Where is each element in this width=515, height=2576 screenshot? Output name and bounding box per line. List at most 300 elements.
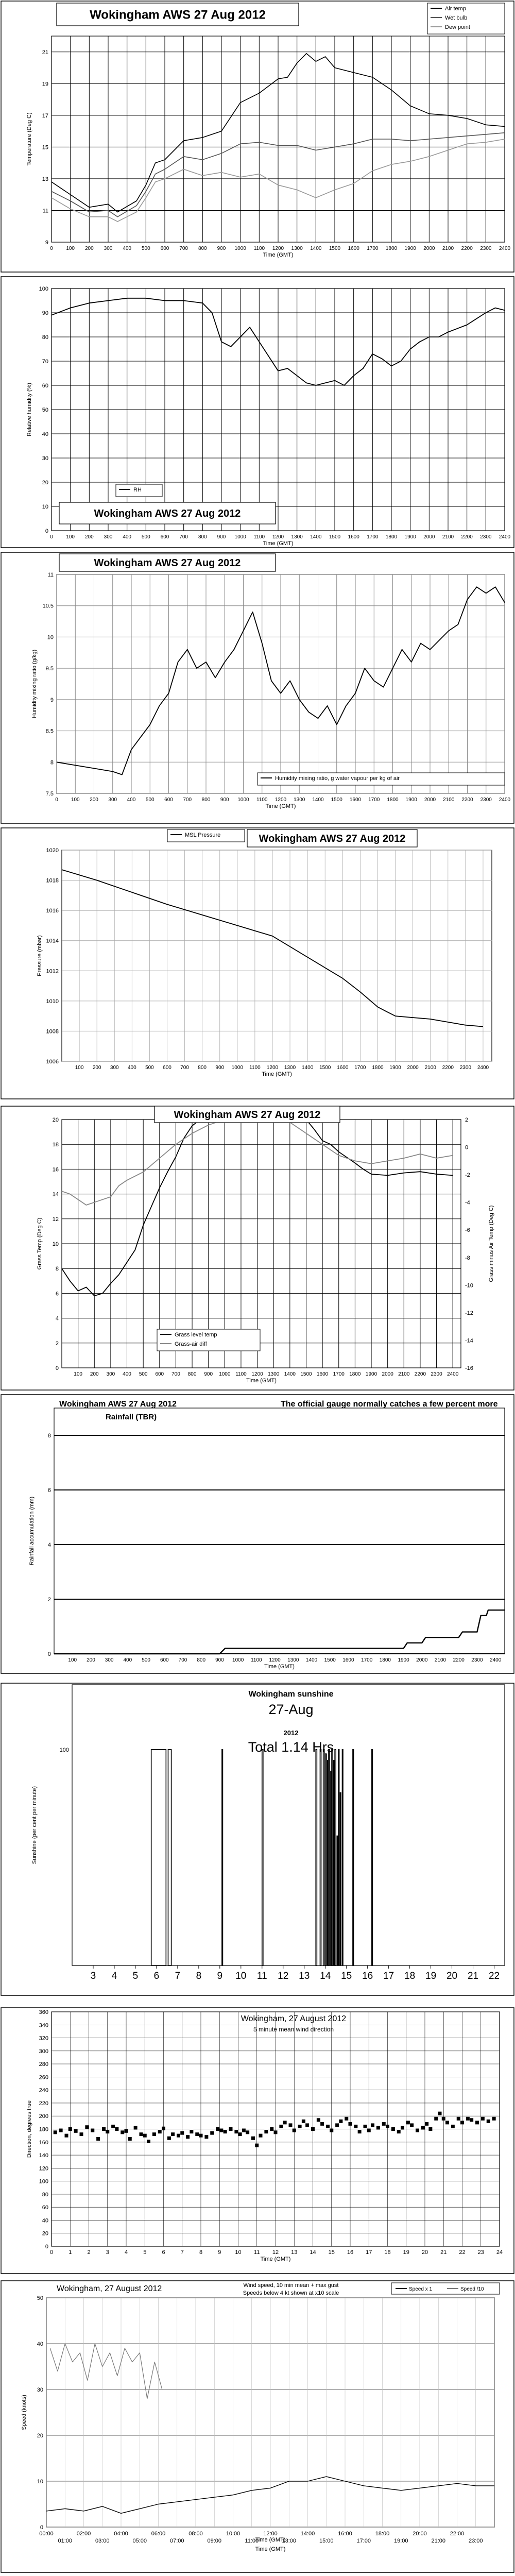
x-tick-label: 4 [111,1971,117,1981]
direction-point [190,2130,193,2133]
x-tick-label: 700 [179,246,188,251]
x-tick-label: 700 [179,534,188,540]
y-tick-label: 12 [52,1216,59,1223]
x-tick-label: 300 [108,797,117,803]
x-tick-label: 22:00 [450,2531,465,2537]
direction-point [140,2132,143,2136]
x-tick-label: 2000 [382,1371,393,1377]
x-tick-label: 7 [180,2249,184,2256]
direction-point [68,2127,72,2131]
y-axis-label: Humidity mixing ratio (g/kg) [31,649,38,719]
y-tick-label: 6 [47,1487,51,1494]
x-tick-label: 1000 [237,797,249,803]
y2-tick-label: -2 [465,1172,470,1179]
y-tick-label: 60 [42,2205,48,2211]
direction-point [425,2122,428,2126]
x-tick-label: 900 [215,1065,225,1071]
x-tick-label: 5 [132,1971,139,1981]
y-tick-label: 300 [39,2048,48,2055]
x-tick-label: 1200 [272,246,284,251]
x-tick-label: 900 [220,797,229,803]
x-tick-label: 400 [127,1065,136,1071]
x-tick-label: 10:00 [226,2531,241,2537]
x-tick-label: 300 [105,1657,114,1663]
chart-title: Wokingham AWS 27 Aug 2012 [94,508,241,519]
x-tick-label: 1 [68,2249,72,2256]
y-tick-label: 1020 [46,848,59,854]
sunshine-bar [332,1750,333,1965]
x-tick-label: 16 [347,2249,354,2256]
direction-point [251,2137,255,2140]
y-tick-label: 20 [42,480,48,486]
y-tick-label: 9 [45,240,48,246]
y-tick-label: 4 [47,1542,51,1548]
x-tick-label: 1100 [249,1065,261,1071]
direction-point [445,2121,449,2124]
y-tick-label: 30 [37,2387,43,2393]
sunshine-bar [316,1750,317,1965]
x-tick-label: 12:00 [263,2531,278,2537]
x-tick-label: 1300 [291,246,303,251]
x-tick-label: 14 [310,2249,316,2256]
x-tick-label: 13:00 [282,2538,297,2544]
chart-title: Wokingham sunshine [248,1690,334,1699]
y-tick-label: 8 [55,1266,59,1273]
y-axis-label: Direction, degrees true [26,2100,32,2158]
x-axis-label: Time (GMT) [265,803,296,809]
y-tick-label: 6 [55,1291,59,1297]
x-tick-label: 22 [459,2249,466,2256]
direction-point [302,2120,305,2123]
x-tick-label: 2200 [442,1065,454,1071]
x-tick-label: 900 [204,1371,213,1377]
x-tick-label: 1000 [219,1371,231,1377]
y-tick-label: 140 [39,2153,48,2159]
direction-point [293,2129,296,2132]
x-tick-label: 1600 [316,1371,329,1377]
humidity-chart [0,276,515,549]
legend-label: Speed x 1 [409,2286,433,2292]
x-tick-label: 400 [123,534,132,540]
x-axis-label: Time (GMT) [263,540,294,547]
direction-point [96,2137,100,2141]
sunshine-bar [372,1750,373,1965]
y-axis-label: Temperature (Deg C) [26,112,32,166]
x-tick-label: 21 [467,1971,479,1981]
x-tick-label: 2400 [499,797,511,803]
x-tick-label: 23:00 [468,2538,483,2544]
x-tick-label: 600 [163,1065,171,1071]
x-tick-label: 1700 [367,246,379,251]
rainfall-chart [0,1394,515,1674]
chart-date: 27-Aug [268,1702,314,1717]
y-tick-label: 220 [39,2100,48,2107]
x-tick-label: 1700 [367,534,379,540]
x-tick-label: 02:00 [76,2531,91,2537]
direction-point [391,2127,395,2131]
direction-point [259,2134,263,2138]
x-tick-label: 2300 [480,246,492,251]
x-tick-label: 2000 [416,1657,428,1663]
x-tick-label: 600 [164,797,173,803]
y-tick-label: 120 [39,2165,48,2172]
y-tick-label: 240 [39,2087,48,2094]
x-axis-label: Time (GMT) [246,1378,277,1384]
direction-point [406,2121,410,2124]
x-tick-label: 12 [278,1971,289,1981]
direction-point [451,2125,455,2128]
sunshine-bar [337,1836,338,1965]
chart-title: Wokingham AWS 27 Aug 2012 [90,8,266,22]
y-tick-label: 1012 [46,968,59,975]
direction-point [487,2120,490,2123]
x-tick-label: 6 [162,2249,165,2256]
x-tick-label: 14 [320,1971,331,1981]
x-tick-label: 600 [160,1657,169,1663]
x-tick-label: 1500 [324,1657,336,1663]
y-tick-label: 40 [42,431,48,437]
sunshine-bar [323,1750,324,1965]
x-tick-label: 1400 [312,797,324,803]
grass-temp-chart [0,1105,515,1391]
x-tick-label: 04:00 [114,2531,128,2537]
direction-point [470,2118,473,2122]
y-tick-label: 1010 [46,998,59,1005]
direction-point [167,2137,171,2140]
y-axis-label: Grass Temp (Deg C) [37,1217,43,1270]
chart-note: Speeds below 4 kt shown at x10 scale [243,2290,339,2296]
y-tick-label: 180 [39,2126,48,2133]
direction-point [367,2129,371,2132]
x-tick-label: 100 [74,1371,82,1377]
y-tick-label: 40 [37,2341,43,2347]
x-tick-label: 800 [201,797,211,803]
x-tick-label: 800 [198,246,207,251]
direction-point [134,2126,138,2129]
y-tick-label: 360 [39,2009,48,2015]
chart-annotation: The official gauge normally catches a few percent more [281,1400,498,1409]
x-tick-label: 1100 [235,1371,247,1377]
x-tick-label: 20:00 [413,2531,427,2537]
x-tick-label: 17 [366,2249,372,2256]
direction-point [475,2121,479,2124]
x-tick-label: 2200 [461,797,473,803]
direction-point [382,2122,386,2126]
x-axis-label: Time (GMT) [262,1071,292,1077]
direction-point [224,2130,227,2133]
direction-point [210,2131,214,2135]
y-tick-label: 340 [39,2022,48,2029]
y-tick-label: 8 [47,1433,51,1439]
y2-tick-label: 0 [465,1144,469,1151]
x-tick-label: 1900 [389,1065,401,1071]
sunshine-bar [335,1750,336,1965]
direction-point [186,2135,190,2139]
direction-point [438,2112,442,2115]
x-tick-label: 2400 [499,246,511,251]
x-tick-label: 1400 [284,1371,296,1377]
y-tick-label: 10 [42,504,48,510]
x-tick-label: 1900 [405,797,417,803]
x-tick-label: 1900 [365,1371,377,1377]
x-tick-label: 15 [328,2249,335,2256]
y-tick-label: 1016 [46,908,59,914]
x-tick-label: 9 [218,2249,221,2256]
direction-point [216,2127,219,2131]
x-tick-label: 11 [254,2249,260,2256]
chart-title: Wokingham AWS 27 Aug 2012 [94,557,241,569]
x-tick-label: 2300 [480,534,492,540]
y2-tick-label: -8 [465,1255,470,1261]
x-tick-label: 1200 [269,1657,281,1663]
y2-tick-label: -10 [465,1282,473,1289]
x-tick-label: 2400 [490,1657,502,1663]
direction-point [305,2123,309,2127]
direction-point [397,2130,401,2133]
direction-point [162,2127,165,2130]
y-tick-label: 100 [39,2178,48,2185]
direction-point [460,2121,464,2124]
x-tick-label: 300 [106,1371,115,1377]
direction-point [330,2129,333,2132]
x-tick-label: 900 [217,534,226,540]
x-tick-label: 2400 [477,1065,489,1071]
x-tick-label: 10 [235,1971,247,1981]
mixing-ratio-chart [0,551,515,824]
direction-point [74,2129,78,2133]
x-tick-label: 100 [68,1657,77,1663]
direction-point [466,2117,470,2121]
x-axis-label: Time (GMT) [255,2546,286,2552]
x-tick-label: 1900 [398,1657,409,1663]
y-tick-label: 10 [52,1241,59,1247]
sunshine-bar [340,1793,341,1965]
y2-tick-label: -14 [465,1337,473,1344]
y-tick-label: 20 [42,2230,48,2237]
x-tick-label: 1700 [333,1371,345,1377]
x-tick-label: 1000 [234,246,246,251]
x-tick-label: 1400 [310,246,322,251]
x-tick-label: 20 [446,1971,458,1981]
legend-label: Dew point [445,24,470,30]
x-tick-label: 2200 [453,1657,465,1663]
x-tick-label: 200 [84,534,94,540]
direction-point [270,2127,273,2131]
x-tick-label: 2100 [442,534,454,540]
x-tick-label: 200 [90,1371,99,1377]
x-tick-label: 17 [383,1971,394,1981]
y-tick-label: 0 [45,2244,48,2250]
direction-point [317,2118,320,2122]
y2-tick-label: 2 [465,1117,469,1123]
y-tick-label: 9.5 [45,666,54,672]
y-tick-label: 60 [42,383,48,389]
x-tick-label: 100 [66,534,75,540]
direction-point [171,2132,175,2136]
x-axis-label: Time (GMT) [263,252,294,258]
sunshine-bar [342,1750,343,1965]
x-tick-label: 12 [272,2249,279,2256]
temperature-chart [0,0,515,273]
x-tick-label: 1500 [329,534,341,540]
x-tick-label: 22 [488,1971,500,1981]
x-tick-label: 2200 [414,1371,426,1377]
x-tick-label: 17:00 [356,2538,371,2544]
direction-point [416,2129,419,2132]
direction-point [428,2127,432,2131]
x-tick-label: 700 [183,797,192,803]
legend-label: Speed /10 [460,2286,484,2292]
x-tick-label: 1800 [385,534,398,540]
x-tick-label: 1200 [266,1065,279,1071]
x-tick-label: 2100 [398,1371,410,1377]
x-tick-label: 1200 [251,1371,263,1377]
y2-tick-label: -16 [465,1365,473,1371]
sunshine-bar [320,1750,321,1965]
wind-speed-chart [0,2280,515,2573]
x-tick-label: 0 [50,246,53,251]
sunshine-chart [0,1682,515,1996]
direction-point [410,2123,414,2127]
x-tick-label: 19 [403,2249,409,2256]
x-tick-label: 13 [291,2249,298,2256]
x-tick-label: 09:00 [207,2538,222,2544]
plot-area [72,1685,505,1965]
y-tick-label: 2 [55,1340,59,1347]
x-tick-label: 14:00 [300,2531,315,2537]
y-tick-label: 320 [39,2035,48,2042]
x-tick-label: 15 [341,1971,352,1981]
x-tick-label: 200 [84,246,94,251]
y-tick-label: 0 [55,1365,59,1371]
y-tick-label: 260 [39,2074,48,2081]
sunshine-bar [325,1754,327,1965]
x-tick-label: 2400 [499,534,511,540]
x-tick-label: 1800 [379,1657,391,1663]
x-tick-label: 700 [171,1371,180,1377]
sunshine-bar [262,1750,263,1965]
direction-point [80,2132,83,2136]
y-tick-label: 100 [39,286,48,292]
chart-title: Wokingham, 27 August 2012 [57,2284,162,2293]
x-tick-label: 2000 [407,1065,419,1071]
y-axis-label: Rainfall accumulation (mm) [29,1496,35,1566]
x-tick-label: 18:00 [375,2531,390,2537]
direction-point [274,2130,278,2134]
x-tick-label: 2000 [424,797,436,803]
x-tick-label: 21:00 [431,2538,446,2544]
y-tick-label: 1008 [46,1028,59,1035]
x-tick-label: 800 [198,534,207,540]
direction-point [158,2130,162,2133]
plot-area [62,850,492,1061]
y-tick-label: 17 [42,112,48,119]
direction-point [339,2120,342,2123]
x-tick-label: 1900 [404,534,416,540]
direction-point [358,2130,362,2133]
x-tick-label: 1600 [342,1657,354,1663]
y-tick-label: 14 [52,1191,59,1198]
direction-point [195,2132,199,2136]
x-tick-label: 1600 [348,534,359,540]
x-tick-label: 200 [92,1065,101,1071]
chart-total: Total 1.14 Hrs [248,1739,334,1755]
sunshine-bar [333,1760,334,1965]
x-tick-label: 700 [180,1065,189,1071]
x-tick-label: 0 [50,534,53,540]
x-tick-label: 16:00 [338,2531,352,2537]
y-tick-label: 1018 [46,877,59,884]
y-tick-label: 4 [55,1315,59,1322]
y-tick-label: 11 [47,572,54,578]
x-tick-label: 23 [477,2249,484,2256]
x-tick-label: 4 [124,2249,128,2256]
x-tick-label: 2300 [459,1065,472,1071]
x-tick-label: 800 [187,1371,197,1377]
y-tick-label: 10.5 [42,603,54,609]
x-tick-label: 5 [143,2249,147,2256]
y-axis-label: Sunshine (per cent per minute) [31,1786,38,1865]
x-tick-label: 01:00 [58,2538,73,2544]
direction-point [283,2121,287,2124]
x-tick-label: 1100 [251,1657,262,1663]
direction-point [298,2125,302,2128]
y2-tick-label: -6 [465,1227,470,1234]
x-tick-label: 2100 [424,1065,436,1071]
x-tick-label: 19:00 [393,2538,408,2544]
x-tick-label: 1800 [385,246,398,251]
x-tick-label: 1700 [368,797,380,803]
direction-point [246,2130,249,2134]
x-tick-label: 06:00 [151,2531,166,2537]
x-tick-label: 7 [175,1971,181,1981]
direction-point [85,2125,89,2129]
x-tick-label: 400 [127,797,136,803]
y-tick-label: 8.5 [45,728,54,735]
x-tick-label: 1300 [287,1657,299,1663]
direction-point [481,2117,485,2121]
x-tick-label: 1100 [253,534,265,540]
x-tick-label: 500 [141,534,150,540]
direction-point [457,2117,460,2121]
y-tick-label: 11 [42,208,48,214]
x-tick-label: 1000 [232,1657,244,1663]
x-tick-label: 2400 [447,1371,459,1377]
x-tick-label: 500 [139,1371,148,1377]
direction-point [238,2132,242,2136]
x-tick-label: 8 [196,1971,202,1981]
direction-point [376,2126,380,2129]
y-tick-label: 1006 [46,1059,59,1065]
x-tick-label: 1800 [372,1065,384,1071]
direction-point [128,2137,132,2141]
direction-point [320,2122,324,2126]
x-tick-label: 19 [425,1971,437,1981]
chart-year: 2012 [283,1729,299,1737]
x-tick-label: 500 [141,246,150,251]
x-tick-label: 1200 [274,797,287,803]
x-tick-label: 100 [66,246,75,251]
x-tick-label: 100 [71,797,80,803]
x-tick-label: 500 [145,797,154,803]
direction-point [364,2125,367,2128]
legend-label: MSL Pressure [185,832,221,838]
direction-point [434,2117,438,2121]
x-tick-label: 900 [215,1657,224,1663]
x-tick-label: 18 [384,2249,391,2256]
x-tick-label: 1500 [300,1371,312,1377]
y-tick-label: 8 [50,759,54,766]
